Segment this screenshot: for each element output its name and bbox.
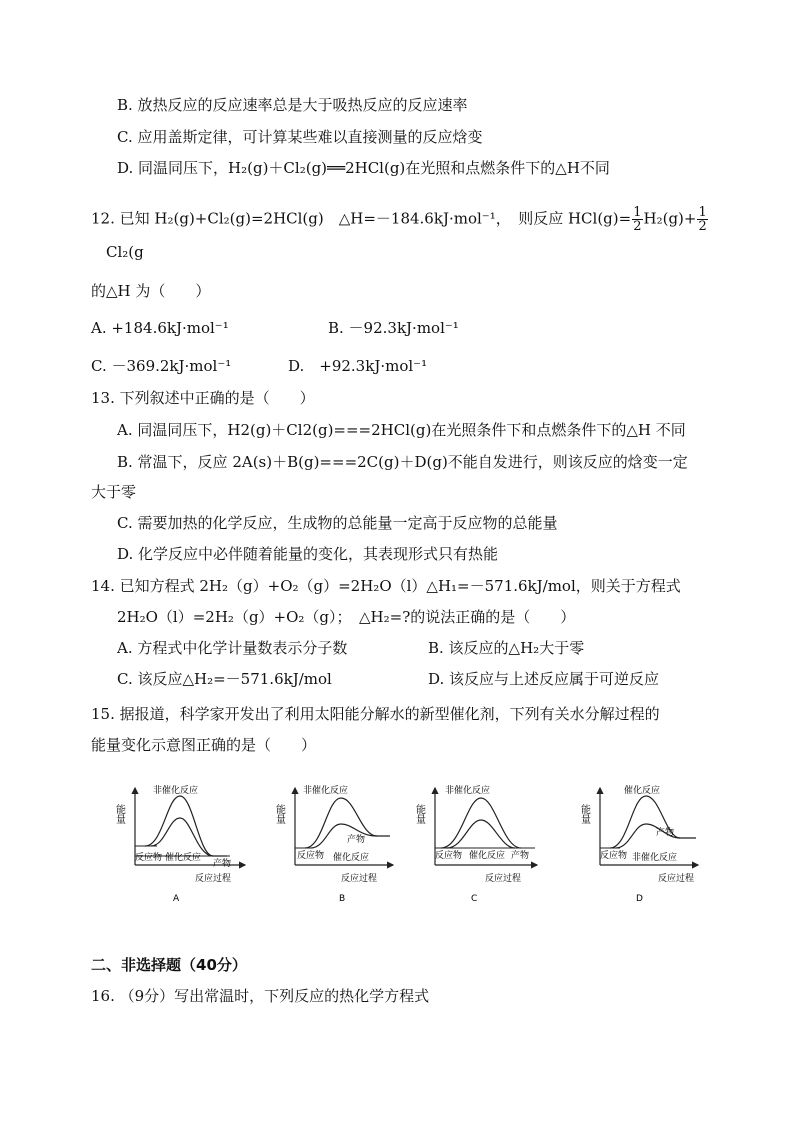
q11-option-b: B. 放热反应的反应速率总是大于吸热反应的反应速率 (117, 96, 468, 114)
q12-half-fraction (632, 206, 642, 233)
label-product: 产物 (347, 835, 366, 845)
q12-option-c: C. －369.2kJ·mol⁻¹ (91, 357, 232, 375)
axis-label-energy: 能量 (413, 804, 425, 824)
q12-option-a: A. +184.6kJ·mol⁻¹ (91, 319, 229, 337)
section-2-title: 二、非选择题（40分） (91, 956, 247, 974)
diagram-label-b: B (339, 894, 346, 904)
q15-stem-line1: 15. 据报道，科学家开发出了利用太阳能分解水的新型催化剂，下列有关水分解过程的 (91, 705, 660, 723)
diagram-b (274, 784, 394, 904)
q13-option-c: C. 需要加热的化学反应，生成物的总能量一定高于反应物的总能量 (117, 514, 558, 532)
diagram-label-d: D (636, 894, 643, 904)
q14-option-c: C. 该反应△H₂=－571.6kJ/mol (117, 670, 332, 688)
label-reactant: 反应物 (297, 851, 325, 861)
q12-stem-line1 (91, 206, 709, 233)
q15-stem-line2: 能量变化示意图正确的是（ ） (91, 736, 317, 754)
q12-option-d: D. +92.3kJ·mol⁻¹ (288, 357, 428, 375)
diagram-a (114, 784, 246, 904)
q11-option-c: C. 应用盖斯定律，可计算某些难以直接测量的反应焓变 (117, 128, 483, 146)
diagram-label-a: A (173, 894, 180, 904)
q12-stem-line2: Cl₂(g (106, 243, 144, 261)
label-product: 产物 (511, 851, 530, 861)
q14-option-b: B. 该反应的△H₂大于零 (428, 639, 585, 657)
diagram-label-c: C (471, 894, 478, 904)
diagram-c (414, 784, 538, 904)
q13-stem: 13. 下列叙述中正确的是（ ） (91, 389, 315, 407)
q12-stem-line3: 的△H 为（ ） (91, 282, 211, 300)
q13-option-b-line2: 大于零 (91, 483, 137, 501)
axis-label-energy: 能量 (113, 804, 125, 824)
q11-option-d: D. 同温同压下，H₂(g)＋Cl₂(g)══2HCl(g)在光照和点燃条件下的△H不同 (117, 159, 610, 177)
label-cat: 催化反应 (333, 853, 370, 863)
axis-label-energy: 能量 (273, 804, 285, 824)
fraction-denominator: 2 (633, 219, 642, 234)
q13-option-a: A. 同温同压下，H2(g)＋Cl2(g)===2HCl(g)在光照条件下和点燃条件下的△H 不同 (117, 421, 686, 439)
q14-option-d: D. 该反应与上述反应属于可逆反应 (428, 670, 660, 688)
label-noncat: 非催化反应 (445, 786, 491, 796)
label-product: 产物 (213, 859, 232, 869)
q13-option-b-line1: B. 常温下，反应 2A(s)＋B(g)===2C(g)＋D(g)不能自发进行，则该反应的焓变一定 (117, 453, 688, 471)
q14-stem-line1: 14. 已知方程式 2H₂（g）+O₂（g）=2H₂O（l）△H₁=－571.6kJ/mol，则关于方程式 (91, 577, 681, 595)
fraction-denominator: 2 (698, 219, 707, 234)
label-reactant: 反应物 (135, 853, 163, 863)
q14-stem-line2: 2H₂O（l）=2H₂（g）+O₂（g）； △H₂=?的说法正确的是（ ） (117, 608, 576, 626)
label-cat: 催化反应 (165, 853, 202, 863)
label-cat: 催化反应 (624, 786, 661, 796)
label-product: 产物 (656, 828, 675, 838)
fraction-numerator: 1 (633, 205, 642, 220)
label-noncat: 非催化反应 (303, 786, 349, 796)
q12-stem-part-b: H₂(g)+ (643, 209, 697, 228)
label-noncat: 非催化反应 (632, 853, 678, 863)
q16-stem: 16. （9分）写出常温时，下列反应的热化学方程式 (91, 987, 430, 1005)
label-process: 反应过程 (485, 874, 522, 884)
q13-option-d: D. 化学反应中必伴随着能量的变化，其表现形式只有热能 (117, 545, 499, 563)
label-cat: 催化反应 (469, 851, 506, 861)
q12-option-b: B. －92.3kJ·mol⁻¹ (328, 319, 459, 337)
q12-half-fraction-2 (697, 206, 707, 233)
axis-label-energy: 能量 (578, 804, 590, 824)
fraction-numerator: 1 (698, 205, 707, 220)
q12-stem-part-a: 12. 已知 H₂(g)+Cl₂(g)=2HCl(g) △H=－184.6kJ·mol⁻¹， 则反应 HCl(g)= (91, 209, 632, 228)
label-process: 反应过程 (341, 874, 378, 884)
label-process: 反应过程 (658, 874, 695, 884)
energy-diagrams (115, 780, 715, 910)
diagram-d (579, 784, 699, 904)
label-noncat: 非催化反应 (153, 786, 199, 796)
label-process: 反应过程 (195, 874, 232, 884)
label-reactant: 反应物 (600, 851, 628, 861)
q14-option-a: A. 方程式中化学计量数表示分子数 (117, 639, 348, 657)
label-reactant: 反应物 (435, 851, 463, 861)
